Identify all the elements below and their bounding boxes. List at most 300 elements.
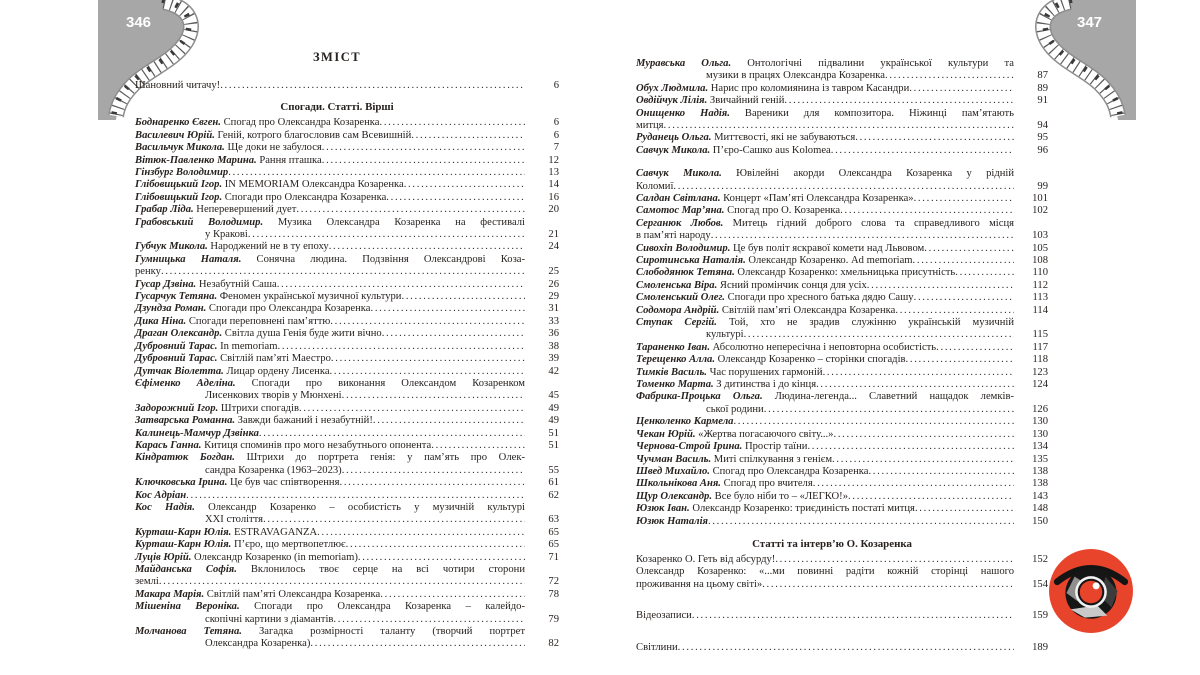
toc-entry-text: Дика Ніна. Спогади переповнені пам’яттю — [135, 315, 331, 327]
page-ref: 31 — [548, 303, 559, 315]
toc-author: Самотос Мар’яна. — [636, 205, 725, 217]
dot-leader — [744, 329, 1014, 341]
dot-leader — [692, 610, 1014, 622]
toc-title: ЗМІСТ — [312, 50, 362, 64]
toc-author: Гумницька Наталя. — [135, 253, 242, 265]
toc-entry — [135, 403, 559, 415]
page-number-right: 347 — [1077, 14, 1103, 31]
page-ref: 65 — [548, 526, 559, 538]
page-ref: 16 — [548, 191, 559, 203]
toc-entry-text: Швед Михайло. Спогад про Олександра Козаренка — [636, 465, 869, 477]
dot-leader — [248, 229, 525, 241]
toc-entry-text: у Кракові — [205, 229, 248, 241]
page-ref: 124 — [1032, 379, 1048, 391]
toc-entry — [636, 642, 1048, 654]
page-ref: 138 — [1032, 465, 1048, 477]
dot-leader — [342, 390, 525, 402]
toc-author: Обух Людмила. — [636, 82, 709, 94]
toc-entry-line1: Муравська Ольга. Онтологічні підвалини української культури та — [636, 58, 1014, 69]
dot-leader — [310, 638, 525, 650]
toc-author: Васильчук Микола. — [135, 142, 225, 154]
dot-leader — [914, 193, 1014, 205]
toc-author: Глібовицький Ігор. — [135, 179, 223, 191]
toc-author: Терещенко Алла. — [636, 354, 715, 366]
toc-author: Боднаренко Євген. — [135, 117, 221, 129]
page-ref: 20 — [548, 204, 559, 216]
toc-entry — [135, 638, 559, 650]
toc-entry-text: Макара Марія. Світлій пам’яті Олександра Козаренка — [135, 588, 381, 600]
page-ref: 143 — [1032, 490, 1048, 502]
dot-leader — [296, 204, 525, 216]
page-ref: 135 — [1032, 453, 1048, 465]
toc-entry — [636, 503, 1048, 515]
toc-entry-text: Карась Ганна. Китиця споминів про мого незабутнього опонента — [135, 439, 432, 451]
page-ref: 103 — [1032, 230, 1048, 242]
toc-entry-text: Боднаренко Євген. Спогад про Олександра Козаренка — [135, 117, 380, 129]
toc-author: Тимків Василь. — [636, 366, 707, 378]
toc-entry-text: Світлини — [636, 641, 678, 653]
toc-entry — [636, 404, 1048, 416]
toc-entry-text: Томенко Марта. З дитинства і до кінця — [636, 379, 817, 391]
toc-entry — [135, 229, 559, 241]
toc-entry-text — [135, 428, 259, 440]
toc-author: Гусарчук Тетяна. — [135, 291, 218, 303]
toc-entry-text: Слободянюк Тетяна. Олександр Козаренко: хмельницька присутність — [636, 267, 956, 279]
toc-entry-text — [636, 516, 708, 528]
page-ref: 26 — [548, 278, 559, 290]
dot-leader — [382, 328, 525, 340]
toc-author: Фабрика-Процька Ольга. — [636, 391, 763, 403]
toc-author: Макара Марія. — [135, 588, 205, 600]
page-ref: 79 — [548, 613, 559, 625]
toc-author: Єфіменко Аделіна. — [135, 377, 236, 389]
toc-author: Швед Михайло. — [636, 465, 710, 477]
toc-entry — [636, 181, 1048, 193]
toc-author: Дика Ніна. — [135, 315, 187, 327]
page-ref: 89 — [1037, 82, 1048, 94]
page-ref: 138 — [1032, 478, 1048, 490]
toc-author: Грабовський Володимир. — [135, 216, 264, 228]
toc-entry — [636, 379, 1048, 391]
toc-author: Курташ-Карн Юлія. — [135, 539, 232, 551]
dot-leader — [220, 80, 525, 92]
toc-entry — [636, 292, 1048, 304]
toc-author: Тараненко Іван. — [636, 341, 710, 353]
dot-leader — [299, 403, 525, 415]
page-ref: 130 — [1032, 416, 1048, 428]
page-ref: 71 — [548, 551, 559, 563]
toc-entry-text: Губчук Микола. Народжений не в ту епоху — [135, 241, 329, 253]
dot-leader — [411, 130, 525, 142]
toc-entry — [135, 589, 559, 601]
dot-leader — [708, 516, 1014, 528]
page-ref: 94 — [1037, 120, 1048, 131]
page-ref: 115 — [1032, 329, 1048, 341]
toc-entry — [135, 477, 559, 489]
toc-entries-right-2 — [636, 168, 1048, 528]
toc-entry-line1: Олександр Козаренко: «...ми повинні радіти кожній сторінці нашого — [636, 566, 1014, 578]
page-ref: 91 — [1037, 95, 1048, 107]
toc-entry — [636, 441, 1048, 453]
dot-leader — [404, 179, 525, 191]
toc-entry-text: Курташ-Карн Юлія. П’єро, що мертвопетлює — [135, 539, 346, 551]
toc-entry-text: Сивохіп Володимир. Це був політ яскравої комети над Львовом — [636, 242, 925, 254]
toc-entry-text — [636, 416, 733, 428]
dot-leader — [831, 145, 1014, 157]
toc-entry-text: Глібовицький Ігор. IN MEMORIAM Олександра Козаренка — [135, 179, 404, 191]
dot-leader — [832, 454, 1014, 466]
dot-leader — [848, 491, 1014, 503]
toc-entry-text: Відеозаписи — [636, 610, 692, 622]
toc-entry-text: Вітюк-Павленко Марина. Рання пташка — [135, 154, 322, 166]
toc-entry-text: Задорожний Ігор. Штрихи спогадів — [135, 402, 299, 414]
toc-entry — [135, 241, 559, 253]
page-ref: 38 — [548, 340, 559, 352]
toc-entry — [135, 614, 559, 626]
toc-entry-text: Глібовицький Ігор. Спогади про Олександра Козаренка — [135, 191, 387, 203]
toc-entry — [135, 192, 559, 204]
toc-author: Дубровний Тарас. — [135, 340, 218, 352]
toc-entry-line1: Мішеніна Вероніка. Спогади про Олександра Козаренка – калейдо- — [135, 601, 525, 613]
toc-entry — [135, 279, 559, 291]
dot-leader — [339, 477, 525, 489]
dot-leader — [909, 83, 1014, 95]
toc-author: Салдан Світлана. — [636, 193, 721, 205]
toc-entry-line1: Кос Надія. Олександр Козаренко – особистість у музичній культурі — [135, 501, 525, 513]
toc-entry — [135, 117, 559, 129]
toc-author: Савчук Микола. — [636, 168, 722, 180]
page-number-left: 346 — [126, 14, 152, 31]
toc-author: Драган Олександр. — [135, 328, 223, 340]
toc-entry-text: музики в працях Олександра Козаренка — [706, 70, 885, 82]
page-ref: 78 — [548, 588, 559, 600]
toc-entry-text: Салдан Світлана. Концерт «Пам’яті Олександра Козаренка» — [636, 193, 914, 205]
toc-entry-text: Обух Людмила. Нарис про коломиянина із тавром Касандри — [636, 82, 910, 94]
dot-leader — [331, 353, 525, 365]
toc-entry — [636, 193, 1048, 205]
toc-entry — [135, 490, 559, 502]
page-ref: 39 — [548, 353, 559, 365]
toc-entry-line1: Фабрика-Процька Ольга. Людина-легенда... Славетний нащадок лемків- — [636, 391, 1014, 403]
page-ref: 102 — [1032, 205, 1048, 217]
dot-leader — [401, 291, 525, 303]
dot-leader — [915, 503, 1014, 515]
toc-entry-text: Затварська Романна. Завжди бажаний і незабутній! — [135, 415, 373, 427]
page-ref: 14 — [548, 179, 559, 191]
toc-entry — [135, 130, 559, 142]
toc-entry — [135, 266, 559, 278]
toc-entry — [636, 267, 1048, 279]
toc-entry-text: ренку — [135, 266, 161, 278]
page-ref: 49 — [548, 415, 559, 427]
toc-entry-text: проживання на цьому світі» — [636, 578, 763, 590]
toc-author: Мішеніна Вероніка. — [135, 601, 240, 613]
left-page-column — [135, 44, 559, 651]
toc-author: Смоленська Віра. — [636, 279, 718, 291]
page-ref: 55 — [548, 464, 559, 476]
toc-author: Гусар Дзвіна. — [135, 278, 197, 290]
toc-entry-text: XXI століття — [205, 514, 264, 526]
page-ref: 7 — [553, 142, 559, 154]
dot-leader — [914, 292, 1014, 304]
toc-author: Дубровний Тарас. — [135, 353, 218, 365]
toc-entry — [135, 552, 559, 564]
toc-author: Гінзбург Володимир — [135, 167, 229, 179]
page-ref: 112 — [1032, 279, 1048, 291]
toc-entry — [135, 514, 559, 526]
toc-entry — [135, 155, 559, 167]
toc-entry — [636, 367, 1048, 379]
dot-leader — [330, 316, 525, 328]
dot-leader — [673, 181, 1014, 193]
page-ref: 72 — [548, 576, 559, 588]
toc-entry — [636, 416, 1048, 428]
toc-entry-text: Школьнікова Аня. Спогад про вчителя — [636, 478, 813, 490]
toc-entry-text: Самотос Мар’яна. Спогад про О. Козаренка — [636, 205, 841, 217]
toc-entry — [135, 428, 559, 440]
toc-author: Курташ-Карн Юлія. — [135, 526, 232, 538]
toc-author: Кос Надія. — [135, 501, 195, 513]
toc-entry-line1: Серганюк Любов. Митець гідний доброго слова та справедливого місця — [636, 217, 1014, 229]
toc-author: Ценколенко Кармела — [636, 416, 734, 428]
dot-leader — [277, 279, 525, 291]
toc-author: Молчанова Тетяна. — [135, 625, 242, 637]
toc-entry-text: землі — [135, 576, 159, 588]
toc-entry-text: Юзюк Іван. Олександр Козаренко: триєдиність постаті митця — [636, 503, 915, 515]
toc-author: Муравська Ольга. — [636, 58, 732, 69]
toc-entry-text: Содомора Андрій. Світлій пам’яті Олександра Козаренка — [636, 304, 896, 316]
toc-entry — [636, 280, 1048, 292]
toc-entry-line1: Онищенко Надія. Вареники для композитора. Ніжинці пам’ятають — [636, 107, 1014, 119]
dot-leader — [342, 465, 525, 477]
page-ref: 150 — [1032, 515, 1048, 527]
dot-leader — [317, 527, 525, 539]
dot-leader — [159, 576, 525, 588]
page-ref: 29 — [548, 291, 559, 303]
page-ref: 113 — [1032, 292, 1048, 304]
page-ref: 110 — [1032, 267, 1048, 279]
page-ref: 130 — [1032, 428, 1048, 440]
page-ref: 61 — [548, 477, 559, 489]
toc-author: Кіндратюк Богдан. — [135, 452, 235, 464]
dot-leader — [333, 614, 525, 626]
toc-entry — [636, 478, 1048, 490]
page-ref: 96 — [1037, 144, 1048, 156]
toc-author: Затварська Романна. — [135, 415, 236, 427]
dot-leader — [186, 490, 525, 502]
toc-entry-line1: Грабовський Володимир. Музика Олександра Козаренка на фестивалі — [135, 216, 525, 228]
toc-entry-text: сандра Козаренка (1963–2023) — [205, 464, 342, 476]
page-ref: 148 — [1032, 503, 1048, 515]
toc-entry-text — [135, 167, 228, 179]
toc-entry-text: Тимків Василь. Час порушених гармоній — [636, 366, 823, 378]
dot-leader — [711, 230, 1014, 242]
toc-entry — [135, 527, 559, 539]
page-ref: 36 — [548, 328, 559, 340]
dot-leader — [775, 554, 1014, 566]
page-ref: 6 — [553, 129, 559, 141]
page-ref: 33 — [548, 315, 559, 327]
toc-entries-left — [135, 117, 559, 650]
page-ref: 189 — [1032, 641, 1048, 653]
page-ref: 6 — [553, 117, 559, 129]
toc-entry — [636, 120, 1048, 132]
toc-entry-text: Шановний читачу! — [135, 80, 221, 91]
toc-entry — [135, 576, 559, 588]
page-ref: 6 — [553, 80, 559, 91]
dot-leader — [263, 514, 525, 526]
dot-leader — [259, 428, 525, 440]
toc-entry — [636, 205, 1048, 217]
page-ref: 13 — [548, 167, 559, 179]
toc-entries-standalone — [636, 610, 1048, 654]
toc-author: Дутчак Віолетта. — [135, 365, 224, 377]
dot-leader — [161, 266, 525, 278]
page-ref: 82 — [548, 638, 559, 650]
toc-entry-text: Чекан Юрій. «Жертва погасаючого світу...» — [636, 428, 834, 440]
toc-entry-text: Руданець Ольга. Миттєвості, які не забуваються — [636, 132, 856, 144]
toc-entry — [135, 328, 559, 340]
page-ref: 118 — [1032, 354, 1048, 366]
toc-entry-text: Коломиї — [636, 180, 674, 192]
toc-author: Чернова-Строй Ірина. — [636, 441, 743, 453]
toc-entry — [636, 255, 1048, 267]
page-ref: 159 — [1032, 610, 1048, 622]
toc-entry-text: Гусар Дзвіна. Незабутній Саша — [135, 278, 277, 290]
dot-leader — [228, 167, 525, 179]
toc-entry-text: скопічні картини з діамантів — [205, 613, 334, 625]
toc-entry — [636, 83, 1048, 95]
toc-entry — [135, 316, 559, 328]
dot-leader — [840, 205, 1014, 217]
toc-entry-text: ської родини — [706, 403, 764, 415]
toc-entry-text: Смоленська Віра. Ясний промінчик сонця для усіх — [636, 279, 867, 291]
toc-entry — [636, 610, 1048, 622]
toc-entry — [636, 329, 1048, 341]
dot-leader — [855, 132, 1014, 144]
page-ref: 87 — [1037, 70, 1048, 82]
toc-entry — [636, 305, 1048, 317]
page-ref: 49 — [548, 402, 559, 414]
toc-entry — [135, 353, 559, 365]
page-ref: 51 — [548, 439, 559, 451]
page-ref: 126 — [1032, 403, 1048, 415]
toc-entry — [135, 303, 559, 315]
toc-author: Сиротинська Наталія. — [636, 255, 746, 267]
dot-leader — [664, 120, 1014, 132]
page-ref: 45 — [548, 390, 559, 402]
toc-entry — [636, 454, 1048, 466]
toc-entry — [135, 142, 559, 154]
toc-entry — [636, 230, 1048, 242]
toc-author: Руданець Ольга. — [636, 132, 712, 144]
toc-author: Грабар Ліда. — [135, 204, 194, 216]
toc-entry-text: Грабар Ліда. Неперевершений дует — [135, 204, 297, 216]
toc-entry — [135, 415, 559, 427]
toc-entry — [636, 466, 1048, 478]
toc-entry-text: Ключковська Ірина. Це був час співтворення — [135, 477, 340, 489]
dot-leader — [784, 95, 1014, 107]
toc-entry-line1: Єфіменко Аделіна. Спогади про виконання Олександом Козаренком — [135, 377, 525, 389]
dot-leader — [816, 379, 1014, 391]
toc-author: Василевич Юрій. — [135, 129, 215, 141]
dot-leader — [823, 367, 1014, 379]
page-ref: 105 — [1032, 242, 1048, 254]
toc-entry — [636, 554, 1048, 566]
dot-leader — [277, 341, 525, 353]
toc-author: Томенко Марта. — [636, 379, 714, 391]
dot-leader — [346, 539, 525, 551]
toc-entry-text — [135, 490, 186, 502]
toc-entry-line1: Ступак Сергій. Той, хто не зрадив служінню українській музичній — [636, 317, 1014, 329]
dot-leader — [913, 255, 1014, 267]
toc-entry-text: Козаренко О. Геть від абсурду! — [636, 553, 776, 565]
dot-leader — [678, 642, 1014, 654]
toc-entry — [636, 516, 1048, 528]
page-ref: 154 — [1032, 578, 1048, 590]
toc-entry — [135, 341, 559, 353]
toc-entry-text: Дубровний Тарас. Світлій пам’яті Маестро — [135, 353, 331, 365]
page-ref: 108 — [1032, 255, 1048, 267]
toc-author: Майданська Софія. — [135, 563, 237, 575]
toc-author: Чекан Юрій. — [636, 428, 696, 440]
dot-leader — [358, 552, 525, 564]
toc-entry-text: в пам’яті народу — [636, 230, 711, 242]
dot-leader — [813, 478, 1014, 490]
toc-entry — [636, 243, 1048, 255]
toc-entry — [636, 342, 1048, 354]
page-ref: 152 — [1032, 553, 1048, 565]
toc-entry — [636, 95, 1048, 107]
dot-leader — [329, 241, 525, 253]
toc-entry — [636, 429, 1048, 441]
toc-entry-text: Олександра Козаренка) — [205, 638, 311, 650]
page-ref: 134 — [1032, 441, 1048, 453]
page-ref: 123 — [1032, 366, 1048, 378]
page-ref: 95 — [1037, 132, 1048, 144]
dot-leader — [867, 280, 1014, 292]
page-ref: 21 — [548, 229, 559, 241]
toc-entry-text: Терещенко Алла. Олександр Козаренко – сторінки спогадів — [636, 354, 906, 366]
dot-leader — [906, 354, 1014, 366]
toc-author: Карась Ганна. — [135, 439, 202, 451]
toc-entry-text: Савчук Микола. П’єро-Сашко aus Kolomea — [636, 144, 831, 156]
toc-entry — [135, 179, 559, 191]
toc-author: Чучман Василь. — [636, 453, 712, 465]
toc-entry-text: митця — [636, 120, 664, 131]
page-ref: 101 — [1032, 193, 1048, 205]
toc-author: Щур Олександр. — [636, 490, 712, 502]
toc-author: Вітюк-Павленко Марина. — [135, 154, 257, 166]
toc-author: Савчук Микола. — [636, 144, 711, 156]
toc-entry — [636, 145, 1048, 157]
toc-entry — [135, 204, 559, 216]
toc-author: Смоленський Олег. — [636, 292, 725, 304]
toc-author: Онищенко Надія. — [636, 107, 730, 119]
toc-entry-text: Луців Юрій. Олександр Козаренко (in memoriam) — [135, 551, 358, 563]
dot-leader — [380, 589, 525, 601]
dot-leader — [936, 342, 1014, 354]
toc-entry-text: культурі — [706, 329, 744, 341]
toc-entry — [636, 132, 1048, 144]
toc-entries-articles — [636, 554, 1048, 591]
toc-entry — [135, 465, 559, 477]
toc-entry-text: Овдійчук Лілія. Звичайний геній — [636, 95, 785, 107]
toc-entry — [135, 440, 559, 452]
dot-leader — [885, 70, 1014, 82]
toc-entries-right-1 — [636, 58, 1048, 157]
dot-leader — [807, 441, 1014, 453]
